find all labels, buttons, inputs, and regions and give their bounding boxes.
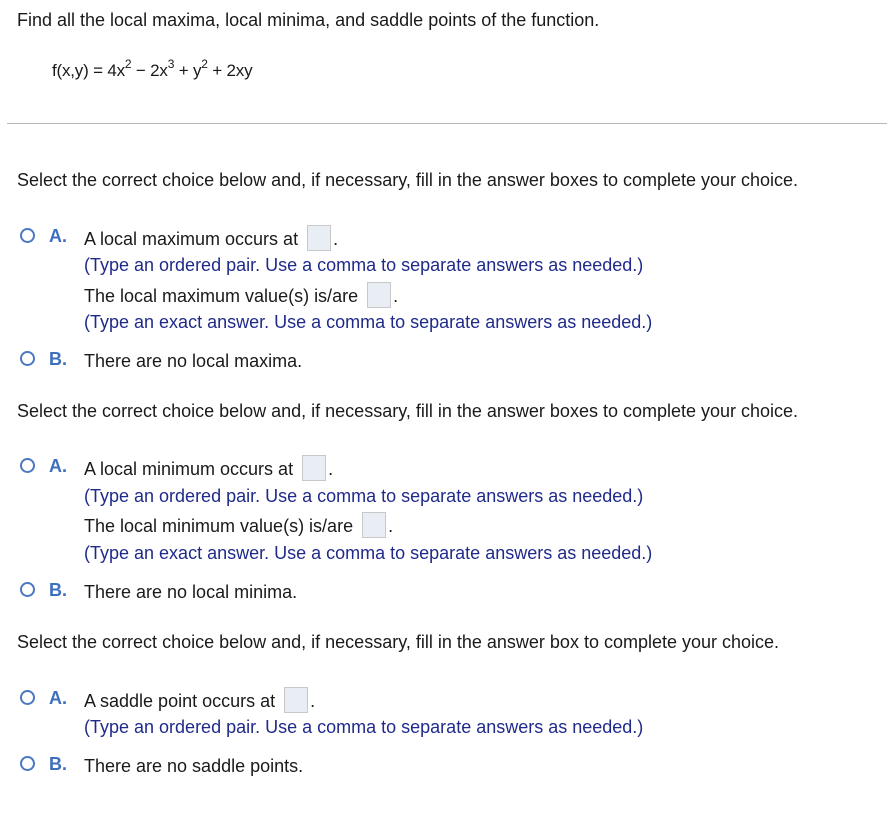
- minima-hint-2: (Type an exact answer. Use a comma to separate answers as needed.): [84, 543, 653, 563]
- minima-value-input[interactable]: [362, 512, 386, 538]
- maxima-hint-2: (Type an exact answer. Use a comma to separate answers as needed.): [84, 312, 653, 332]
- choice-letter: B.: [49, 349, 67, 369]
- period: .: [393, 285, 399, 306]
- choice-text: [84, 227, 338, 253]
- minima-location-label: A local minimum occurs at: [84, 458, 294, 479]
- period: .: [388, 515, 394, 536]
- formula-part: + 2xy: [207, 61, 253, 80]
- saddle-hint-1: (Type an ordered pair. Use a comma to separate answers as needed.): [84, 717, 644, 737]
- choice-text: There are no saddle points.: [84, 756, 304, 776]
- saddle-a-radio[interactable]: [20, 690, 35, 705]
- formula-part: + y: [174, 61, 202, 80]
- minima-location-input[interactable]: [302, 455, 326, 481]
- choice-letter: A.: [49, 226, 67, 246]
- maxima-hint-1: (Type an ordered pair. Use a comma to separate answers as needed.): [84, 255, 644, 275]
- choice-letter: B.: [49, 580, 67, 600]
- formula-part: − 2x: [131, 61, 168, 80]
- choice-letter: B.: [49, 754, 67, 774]
- maxima-location-label: A local maximum occurs at: [84, 228, 299, 249]
- choice-letter: A.: [49, 456, 67, 476]
- maxima-instruction: Select the correct choice below and, if necessary, fill in the answer boxes to complete your choice.: [17, 170, 799, 190]
- choice-letter: A.: [49, 688, 67, 708]
- formula-part: f(x,y) = 4x: [52, 61, 125, 80]
- minima-hint-1: (Type an ordered pair. Use a comma to separate answers as needed.): [84, 486, 644, 506]
- formula-exponent: 2: [201, 57, 208, 71]
- maxima-location-input[interactable]: [307, 225, 331, 251]
- function-formula: [52, 57, 253, 82]
- maxima-b-radio[interactable]: [20, 351, 35, 366]
- minima-value-label: The local minimum value(s) is/are: [84, 515, 354, 536]
- saddle-instruction: Select the correct choice below and, if necessary, fill in the answer box to complete your choice.: [17, 632, 780, 652]
- period: .: [328, 458, 334, 479]
- choice-text: [84, 457, 333, 483]
- choice-text: There are no local minima.: [84, 582, 298, 602]
- formula-exponent: 3: [167, 57, 175, 71]
- formula-exponent: 2: [124, 57, 132, 71]
- choice-text: There are no local maxima.: [84, 351, 303, 371]
- choice-text: [84, 689, 315, 715]
- minima-value-line: [84, 514, 393, 540]
- period: .: [333, 228, 339, 249]
- maxima-value-input[interactable]: [367, 282, 391, 308]
- minima-b-radio[interactable]: [20, 582, 35, 597]
- maxima-value-line: [84, 284, 398, 310]
- saddle-location-input[interactable]: [284, 687, 308, 713]
- maxima-a-radio[interactable]: [20, 228, 35, 243]
- period: .: [310, 690, 316, 711]
- saddle-b-radio[interactable]: [20, 756, 35, 771]
- question-text: Find all the local maxima, local minima, and saddle points of the function.: [17, 10, 600, 30]
- maxima-value-label: The local maximum value(s) is/are: [84, 285, 359, 306]
- minima-a-radio[interactable]: [20, 458, 35, 473]
- saddle-location-label: A saddle point occurs at: [84, 690, 276, 711]
- minima-instruction: Select the correct choice below and, if necessary, fill in the answer boxes to complete your choice.: [17, 401, 799, 421]
- divider: [7, 123, 887, 124]
